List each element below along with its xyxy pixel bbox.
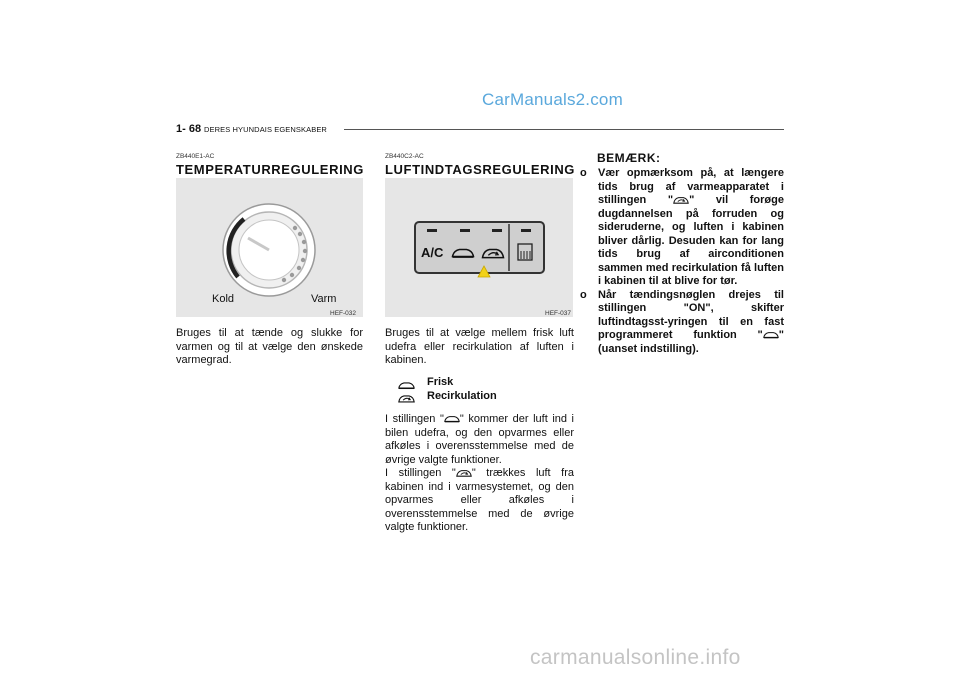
page-number: 1- 68 <box>176 123 202 135</box>
note-bullet: o <box>580 167 587 179</box>
recirculation-icon <box>456 468 472 478</box>
middle-heading: LUFTINDTAGSREGULERING <box>385 162 576 177</box>
note-item2-start: Når tændingsnøglen drejes til stillingen "ON", skifter luftindtagsst-yringen til en fast programmeret funktion " <box>598 288 784 341</box>
legend-fresh-label: Frisk <box>427 376 454 388</box>
middle-section-code: ZB440C2-AC <box>385 153 424 160</box>
watermark-bottom[interactable]: carmanualsonline.info <box>530 646 741 669</box>
left-section-code: ZB440E1-AC <box>176 153 215 160</box>
cold-label: Kold <box>212 293 235 305</box>
note-item1-end: " vil forøge dugdannelsen på forruden og sideruderne, og luften i kabinen bliver dårlig. Desuden kan for lang tids brug af airconditionen sammen med recirkulation få luften i kabinen til at blive for tør. <box>598 194 784 287</box>
control-panel-icon <box>385 178 573 317</box>
legend-recirc-label: Recirkulation <box>427 390 497 402</box>
para2-end: " trækkes luft fra kabinen ind i varmesystemet, og den opvarmes eller afkøles i overensstemmelse med de øvrige valgte funktioner. <box>385 467 574 533</box>
note-item1-start: Vær opmærksom på, at længere tids brug af varmeapparatet i stillingen " <box>598 167 784 206</box>
note-list <box>580 167 784 356</box>
middle-image-caption: HEF-037 <box>545 310 572 317</box>
para2-start: I stillingen " <box>385 467 456 479</box>
ac-label: A/C <box>421 245 444 260</box>
note-bullet: o <box>580 288 587 301</box>
header-rule <box>344 129 784 130</box>
warm-label: Varm <box>311 293 337 305</box>
temperature-dial-image <box>176 178 363 317</box>
left-heading: TEMPERATURREGULERING <box>176 162 364 177</box>
fresh-air-icon <box>444 414 460 424</box>
para1-start: I stillingen " <box>385 413 444 425</box>
air-intake-panel-image <box>385 178 573 317</box>
para1-end: " kommer der luft ind i bilen udefra, og den opvarmes eller afkøles i overensstemmelse med de øvrige valgte funktioner. <box>385 413 574 466</box>
middle-intro: Bruges til at vælge mellem frisk luft udefra eller recirkulation af luften i kabinen. <box>385 327 574 366</box>
recirculation-icon <box>398 393 415 404</box>
left-image-caption: HEF-032 <box>330 310 357 317</box>
legend-recirc <box>398 390 497 408</box>
watermark-top[interactable]: CarManuals2.com <box>482 90 623 109</box>
recirculation-icon <box>673 195 689 205</box>
left-paragraph: Bruges til at tænde og slukke for varmen og til at vælge den ønskede varmegrad. <box>176 327 363 366</box>
fresh-air-icon <box>763 330 779 340</box>
middle-body <box>385 413 574 535</box>
note-title: BEMÆRK: <box>597 151 661 165</box>
note-item <box>580 289 784 357</box>
section-title: DERES HYUNDAIS EGENSKABER <box>204 125 327 134</box>
note-item2-end: " (uanset indstilling). <box>598 329 784 355</box>
note-item <box>580 167 784 289</box>
